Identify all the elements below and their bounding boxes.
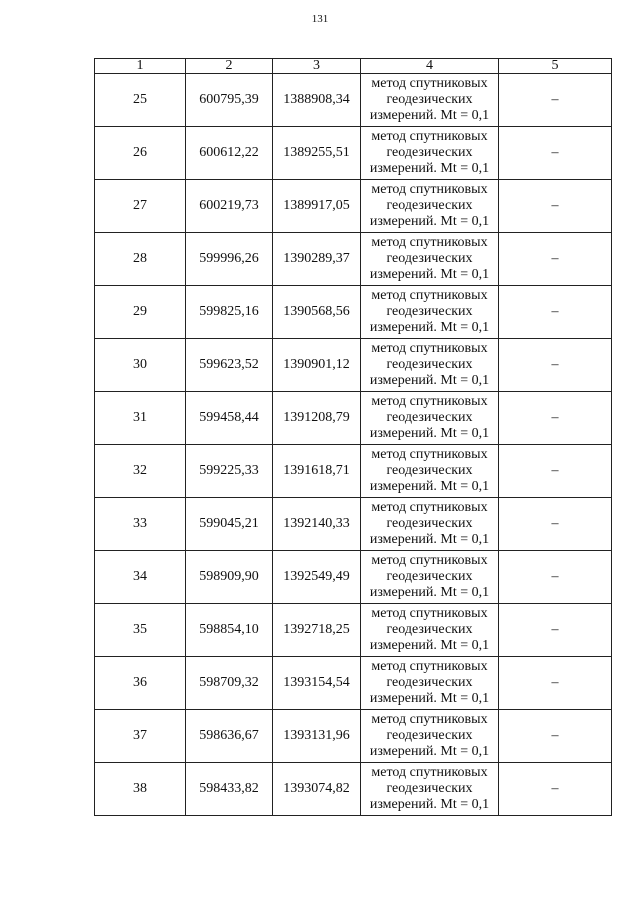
point-number-cell: 38 <box>95 763 186 816</box>
coordinates-table <box>94 58 612 816</box>
x-coordinate-cell: 599458,44 <box>186 392 273 445</box>
page-number: 131 <box>311 13 329 25</box>
point-number-cell: 37 <box>95 710 186 763</box>
table-row <box>95 445 612 498</box>
table-row <box>95 604 612 657</box>
method-line: метод спутниковых <box>371 76 488 91</box>
method-line: метод спутниковых <box>371 659 488 674</box>
method-line: геодезических <box>386 410 473 425</box>
y-coordinate-cell: 1388908,34 <box>273 74 361 127</box>
header-col-4: 4 <box>361 59 499 74</box>
method-line: метод спутниковых <box>371 394 488 409</box>
note-cell: – <box>499 233 612 286</box>
table-header-row <box>95 59 612 74</box>
x-coordinate-cell: 598709,32 <box>186 657 273 710</box>
method-line: геодезических <box>386 145 473 160</box>
table-body <box>95 74 612 816</box>
y-coordinate-cell: 1393154,54 <box>273 657 361 710</box>
point-number-cell: 30 <box>95 339 186 392</box>
y-coordinate-cell: 1390289,37 <box>273 233 361 286</box>
x-coordinate-cell: 598909,90 <box>186 551 273 604</box>
x-coordinate-cell: 600612,22 <box>186 127 273 180</box>
note-cell: – <box>499 604 612 657</box>
point-number-cell: 36 <box>95 657 186 710</box>
y-coordinate-cell: 1392718,25 <box>273 604 361 657</box>
method-line: метод спутниковых <box>371 288 488 303</box>
point-number-cell: 25 <box>95 74 186 127</box>
y-coordinate-cell: 1389917,05 <box>273 180 361 233</box>
method-cell <box>361 604 499 657</box>
x-coordinate-cell: 599045,21 <box>186 498 273 551</box>
y-coordinate-cell: 1389255,51 <box>273 127 361 180</box>
y-coordinate-cell: 1390568,56 <box>273 286 361 339</box>
header-col-2: 2 <box>186 59 273 74</box>
table-row <box>95 286 612 339</box>
table-row <box>95 339 612 392</box>
table-row <box>95 710 612 763</box>
point-number-cell: 35 <box>95 604 186 657</box>
table-row <box>95 127 612 180</box>
header-col-5: 5 <box>499 59 612 74</box>
table-row <box>95 180 612 233</box>
point-number-cell: 27 <box>95 180 186 233</box>
table-row <box>95 551 612 604</box>
method-line: измерений. Mt = 0,1 <box>369 638 490 653</box>
method-cell <box>361 657 499 710</box>
point-number-cell: 34 <box>95 551 186 604</box>
y-coordinate-cell: 1393131,96 <box>273 710 361 763</box>
point-number-cell: 31 <box>95 392 186 445</box>
method-line: измерений. Mt = 0,1 <box>369 479 490 494</box>
note-cell: – <box>499 445 612 498</box>
method-line: метод спутниковых <box>371 500 488 515</box>
method-cell <box>361 339 499 392</box>
method-line: геодезических <box>386 569 473 584</box>
method-cell <box>361 233 499 286</box>
x-coordinate-cell: 599623,52 <box>186 339 273 392</box>
y-coordinate-cell: 1392140,33 <box>273 498 361 551</box>
method-cell <box>361 445 499 498</box>
method-line: геодезических <box>386 781 473 796</box>
method-cell <box>361 286 499 339</box>
method-line: метод спутниковых <box>371 553 488 568</box>
x-coordinate-cell: 599825,16 <box>186 286 273 339</box>
method-cell <box>361 392 499 445</box>
x-coordinate-cell: 600219,73 <box>186 180 273 233</box>
method-line: измерений. Mt = 0,1 <box>369 585 490 600</box>
point-number-cell: 28 <box>95 233 186 286</box>
method-cell <box>361 74 499 127</box>
y-coordinate-cell: 1391618,71 <box>273 445 361 498</box>
method-line: геодезических <box>386 728 473 743</box>
method-line: измерений. Mt = 0,1 <box>369 426 490 441</box>
method-line: метод спутниковых <box>371 712 488 727</box>
x-coordinate-cell: 600795,39 <box>186 74 273 127</box>
note-cell: – <box>499 392 612 445</box>
point-number-cell: 32 <box>95 445 186 498</box>
method-line: метод спутниковых <box>371 447 488 462</box>
method-line: геодезических <box>386 304 473 319</box>
method-line: геодезических <box>386 92 473 107</box>
method-line: метод спутниковых <box>371 765 488 780</box>
method-line: метод спутниковых <box>371 235 488 250</box>
method-cell <box>361 763 499 816</box>
method-line: геодезических <box>386 675 473 690</box>
table-row <box>95 74 612 127</box>
x-coordinate-cell: 599996,26 <box>186 233 273 286</box>
y-coordinate-cell: 1390901,12 <box>273 339 361 392</box>
point-number-cell: 26 <box>95 127 186 180</box>
method-line: геодезических <box>386 516 473 531</box>
method-cell <box>361 127 499 180</box>
note-cell: – <box>499 657 612 710</box>
method-line: измерений. Mt = 0,1 <box>369 373 490 388</box>
method-line: измерений. Mt = 0,1 <box>369 320 490 335</box>
note-cell: – <box>499 339 612 392</box>
header-col-1: 1 <box>95 59 186 74</box>
note-cell: – <box>499 498 612 551</box>
method-line: метод спутниковых <box>371 606 488 621</box>
method-line: измерений. Mt = 0,1 <box>369 108 490 123</box>
note-cell: – <box>499 763 612 816</box>
method-cell <box>361 498 499 551</box>
method-line: геодезических <box>386 357 473 372</box>
table-row <box>95 498 612 551</box>
method-line: метод спутниковых <box>371 129 488 144</box>
x-coordinate-cell: 598636,67 <box>186 710 273 763</box>
table-row <box>95 233 612 286</box>
point-number-cell: 33 <box>95 498 186 551</box>
method-cell <box>361 551 499 604</box>
y-coordinate-cell: 1393074,82 <box>273 763 361 816</box>
method-cell <box>361 180 499 233</box>
method-line: геодезических <box>386 463 473 478</box>
table-row <box>95 392 612 445</box>
header-col-3: 3 <box>273 59 361 74</box>
method-line: измерений. Mt = 0,1 <box>369 744 490 759</box>
method-line: геодезических <box>386 251 473 266</box>
note-cell: – <box>499 710 612 763</box>
method-line: измерений. Mt = 0,1 <box>369 267 490 282</box>
y-coordinate-cell: 1392549,49 <box>273 551 361 604</box>
table-row <box>95 763 612 816</box>
note-cell: – <box>499 551 612 604</box>
method-line: метод спутниковых <box>371 182 488 197</box>
note-cell: – <box>499 127 612 180</box>
y-coordinate-cell: 1391208,79 <box>273 392 361 445</box>
x-coordinate-cell: 598854,10 <box>186 604 273 657</box>
note-cell: – <box>499 180 612 233</box>
x-coordinate-cell: 599225,33 <box>186 445 273 498</box>
method-line: геодезических <box>386 622 473 637</box>
method-line: измерений. Mt = 0,1 <box>369 797 490 812</box>
method-line: измерений. Mt = 0,1 <box>369 691 490 706</box>
note-cell: – <box>499 74 612 127</box>
note-cell: – <box>499 286 612 339</box>
method-line: измерений. Mt = 0,1 <box>369 532 490 547</box>
method-line: измерений. Mt = 0,1 <box>369 214 490 229</box>
point-number-cell: 29 <box>95 286 186 339</box>
method-line: метод спутниковых <box>371 341 488 356</box>
method-line: геодезических <box>386 198 473 213</box>
method-cell <box>361 710 499 763</box>
x-coordinate-cell: 598433,82 <box>186 763 273 816</box>
table-row <box>95 657 612 710</box>
method-line: измерений. Mt = 0,1 <box>369 161 490 176</box>
